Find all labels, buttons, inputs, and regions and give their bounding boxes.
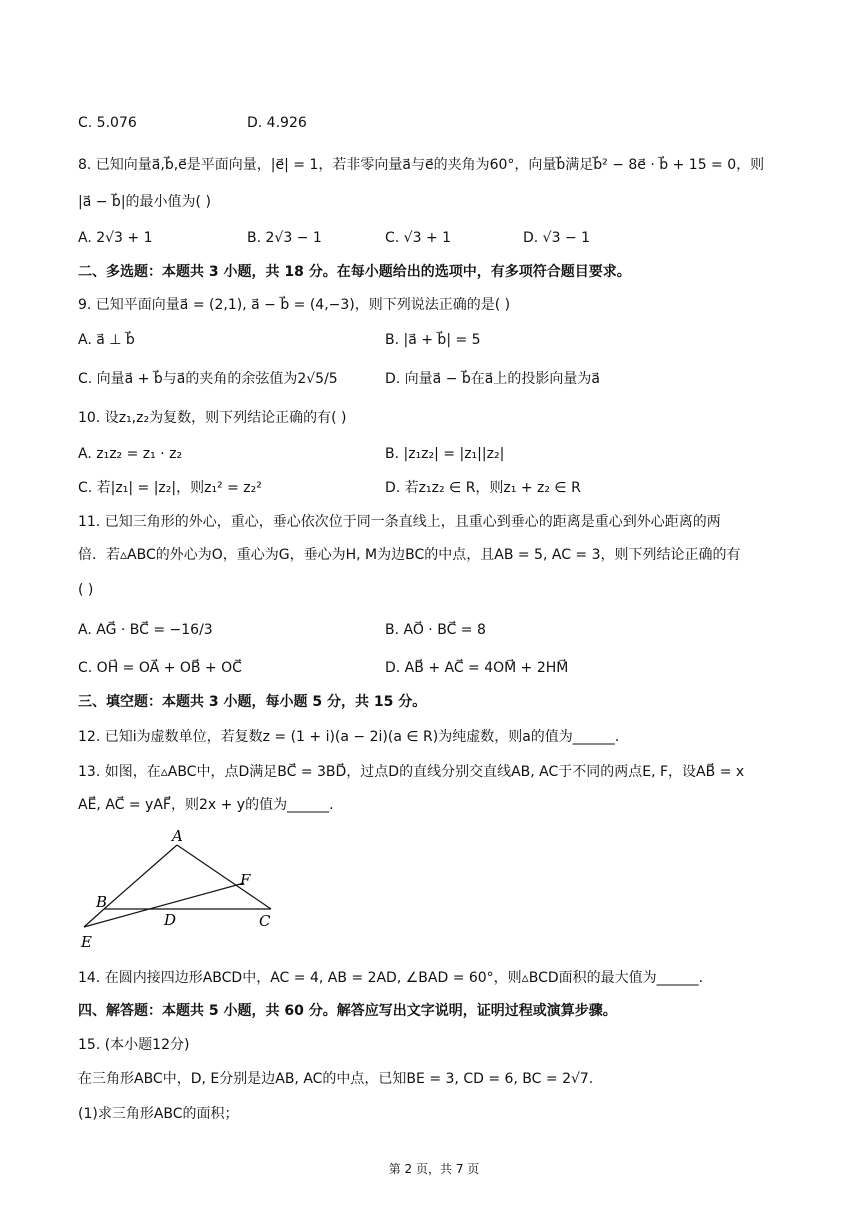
- q8-option-c: C. √3 + 1: [385, 230, 452, 246]
- q9-option-d: D. 向量a⃗ − b⃗在a⃗上的投影向量为a⃗: [385, 371, 600, 387]
- label-a: A: [172, 827, 183, 845]
- triangle-figure: [72, 825, 292, 955]
- q11-stem-line1: 11. 已知三角形的外心，重心，垂心依次位于同一条直线上，且重心到垂心的距离是重心到外心距离的两: [78, 514, 721, 530]
- q11-option-c: C. OH⃗ = OA⃗ + OB⃗ + OC⃗: [78, 660, 242, 676]
- segment-ab: [104, 845, 177, 909]
- q10-option-b: B. |z₁z₂| = |z₁||z₂|: [385, 446, 505, 462]
- page-footer: 第 2 页，共 7 页: [388, 1162, 480, 1176]
- label-b: B: [96, 893, 108, 911]
- q15-heading: 15. (本小题12分): [78, 1037, 190, 1053]
- label-c: C: [259, 912, 271, 930]
- q14-stem: 14. 在圆内接四边形ABCD中，AC = 4, AB = 2AD, ∠BAD = 60°，则▵BCD面积的最大值为______.: [78, 970, 704, 986]
- q9-stem: 9. 已知平面向量a⃗ = (2,1), a⃗ − b⃗ = (4,−3)，则下列说法正确的是( ): [78, 297, 511, 313]
- q13-stem-line1: 13. 如图，在▵ABC中，点D满足BC⃗ = 3BD⃗，过点D的直线分别交直线AB, AC于不同的两点E, F，设AB⃗ = x: [78, 764, 745, 780]
- q15-stem: 在三角形ABC中，D, E分别是边AB, AC的中点，已知BE = 3, CD = 6, BC = 2√7.: [78, 1071, 594, 1087]
- section-4-heading: 四、解答题：本题共 5 小题，共 60 分。解答应写出文字说明，证明过程或演算步骤。: [78, 1003, 617, 1019]
- q11-stem-line3: ( ): [78, 582, 94, 598]
- q7-option-d: D. 4.926: [247, 115, 307, 131]
- q8-option-b: B. 2√3 − 1: [247, 230, 322, 246]
- q10-option-a: A. z₁z₂ = z₁ · z₂: [78, 446, 183, 462]
- q7-option-c: C. 5.076: [78, 115, 137, 131]
- q11-option-b: B. AO⃗ · BC⃗ = 8: [385, 622, 486, 638]
- q13-stem-line2: AE⃗, AC⃗ = yAF⃗，则2x + y的值为______.: [78, 797, 334, 813]
- q8-option-a: A. 2√3 + 1: [78, 230, 153, 246]
- label-f: F: [240, 871, 251, 889]
- q8-stem-line1: 8. 已知向量a⃗,b⃗,e⃗是平面向量，|e⃗| = 1，若非零向量a⃗与e⃗的夹角为60°，向量b⃗满足b⃗² − 8e⃗ · b⃗ + 15 = 0，则: [78, 157, 765, 173]
- q8-option-d: D. √3 − 1: [523, 230, 591, 246]
- q10-option-c: C. 若|z₁| = |z₂|，则z₁² = z₂²: [78, 480, 262, 496]
- q11-stem-line2: 倍．若▵ABC的外心为O，重心为G，垂心为H, M为边BC的中点，且AB = 5, AC = 3，则下列结论正确的有: [78, 547, 741, 563]
- q9-option-b: B. |a⃗ + b⃗| = 5: [385, 332, 481, 348]
- q8-stem-line2: |a⃗ − b⃗|的最小值为( ): [78, 194, 211, 210]
- q12-stem: 12. 已知i为虚数单位，若复数z = (1 + i)(a − 2i)(a ∈ R)为纯虚数，则a的值为______.: [78, 729, 620, 745]
- q10-stem: 10. 设z₁,z₂为复数，则下列结论正确的有( ): [78, 410, 347, 426]
- q9-option-a: A. a⃗ ⊥ b⃗: [78, 332, 135, 348]
- section-2-heading: 二、多选题：本题共 3 小题，共 18 分。在每小题给出的选项中，有多项符合题目要求。: [78, 264, 631, 280]
- section-3-heading: 三、填空题：本题共 3 小题，每小题 5 分，共 15 分。: [78, 694, 427, 710]
- label-d: D: [164, 911, 177, 929]
- segment-ac: [177, 845, 271, 909]
- label-e: E: [81, 933, 92, 951]
- q11-option-a: A. AG⃗ · BC⃗ = −16/3: [78, 622, 213, 638]
- q15-part-1: (1)求三角形ABC的面积；: [78, 1106, 239, 1122]
- q10-option-d: D. 若z₁z₂ ∈ R，则z₁ + z₂ ∈ R: [385, 480, 581, 496]
- q9-option-c: C. 向量a⃗ + b⃗与a⃗的夹角的余弦值为2√5/5: [78, 371, 338, 387]
- q11-option-d: D. AB⃗ + AC⃗ = 4OM⃗ + 2HM⃗: [385, 660, 569, 676]
